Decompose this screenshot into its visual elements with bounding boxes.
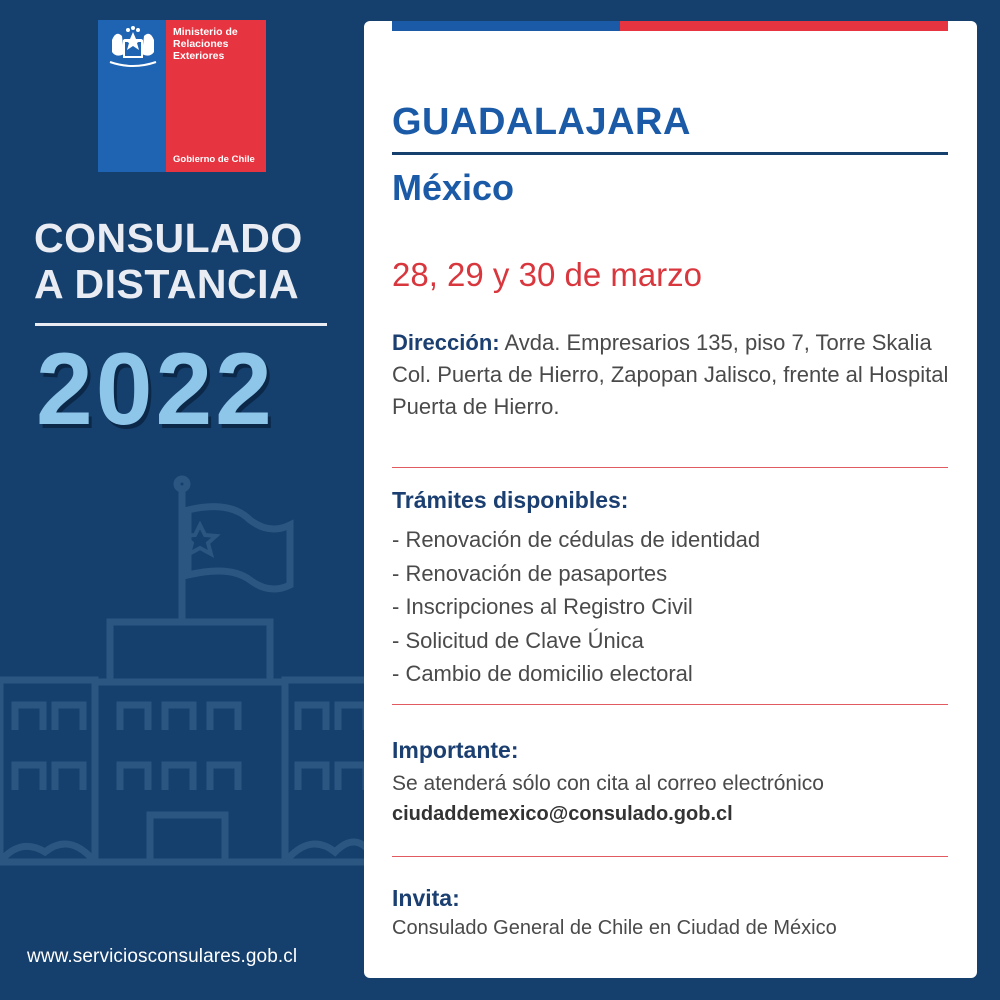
important-title: Importante: bbox=[392, 737, 519, 763]
campaign-title bbox=[34, 215, 334, 307]
section-divider bbox=[392, 704, 948, 705]
campaign-title-line-1: CONSULADO bbox=[34, 215, 303, 261]
government-label: Gobierno de Chile bbox=[173, 154, 255, 165]
ministry-line-2: Relaciones bbox=[173, 38, 229, 50]
ministry-line-3: Exteriores bbox=[173, 50, 225, 62]
list-item: - Renovación de cédulas de identidad bbox=[392, 527, 761, 552]
title-divider bbox=[35, 323, 327, 326]
city-divider bbox=[392, 152, 948, 155]
section-divider bbox=[392, 856, 948, 857]
website-link[interactable]: www.serviciosconsulares.gob.cl bbox=[27, 946, 298, 967]
card-top-bar-red bbox=[620, 21, 948, 31]
city-heading: GUADALAJARA bbox=[392, 101, 691, 143]
ministry-line-1: Ministerio de bbox=[173, 26, 238, 38]
address-label: Dirección: bbox=[392, 330, 500, 355]
chile-coat-of-arms-icon bbox=[106, 26, 160, 70]
section-divider bbox=[392, 467, 948, 468]
campaign-title-line-2: A DISTANCIA bbox=[34, 261, 300, 307]
address-block bbox=[392, 327, 952, 423]
list-item: - Solicitud de Clave Única bbox=[392, 627, 644, 653]
invites-text: Consulado General de Chile en Ciudad de México bbox=[392, 917, 837, 939]
procedures-title: Trámites disponibles: bbox=[392, 487, 629, 513]
card-top-bar-blue bbox=[392, 21, 620, 31]
invites-title: Invita: bbox=[392, 885, 460, 911]
ministry-name bbox=[173, 26, 265, 62]
ministry-logo bbox=[98, 20, 266, 172]
country-heading: México bbox=[392, 167, 515, 208]
list-item: - Cambio de domicilio electoral bbox=[392, 661, 693, 687]
list-item: - Renovación de pasaportes bbox=[392, 560, 668, 586]
government-palace-flag-icon bbox=[0, 470, 370, 890]
list-item: - Inscripciones al Registro Civil bbox=[392, 594, 693, 620]
event-card bbox=[364, 21, 977, 978]
event-dates: 28, 29 y 30 de marzo bbox=[392, 256, 703, 293]
contact-email[interactable]: ciudaddemexico@consulado.gob.cl bbox=[392, 803, 733, 825]
address-text: Avda. Empresarios 135, piso 7, Torre Skalia Col. Puerta de Hierro, Zapopan Jalisco, frente al Hospital Puerta de Hierro. bbox=[392, 330, 949, 419]
campaign-year: 2022 bbox=[36, 332, 275, 446]
procedures-list bbox=[392, 523, 760, 691]
important-text: Se atenderá sólo con cita al correo electrónico bbox=[392, 772, 824, 795]
